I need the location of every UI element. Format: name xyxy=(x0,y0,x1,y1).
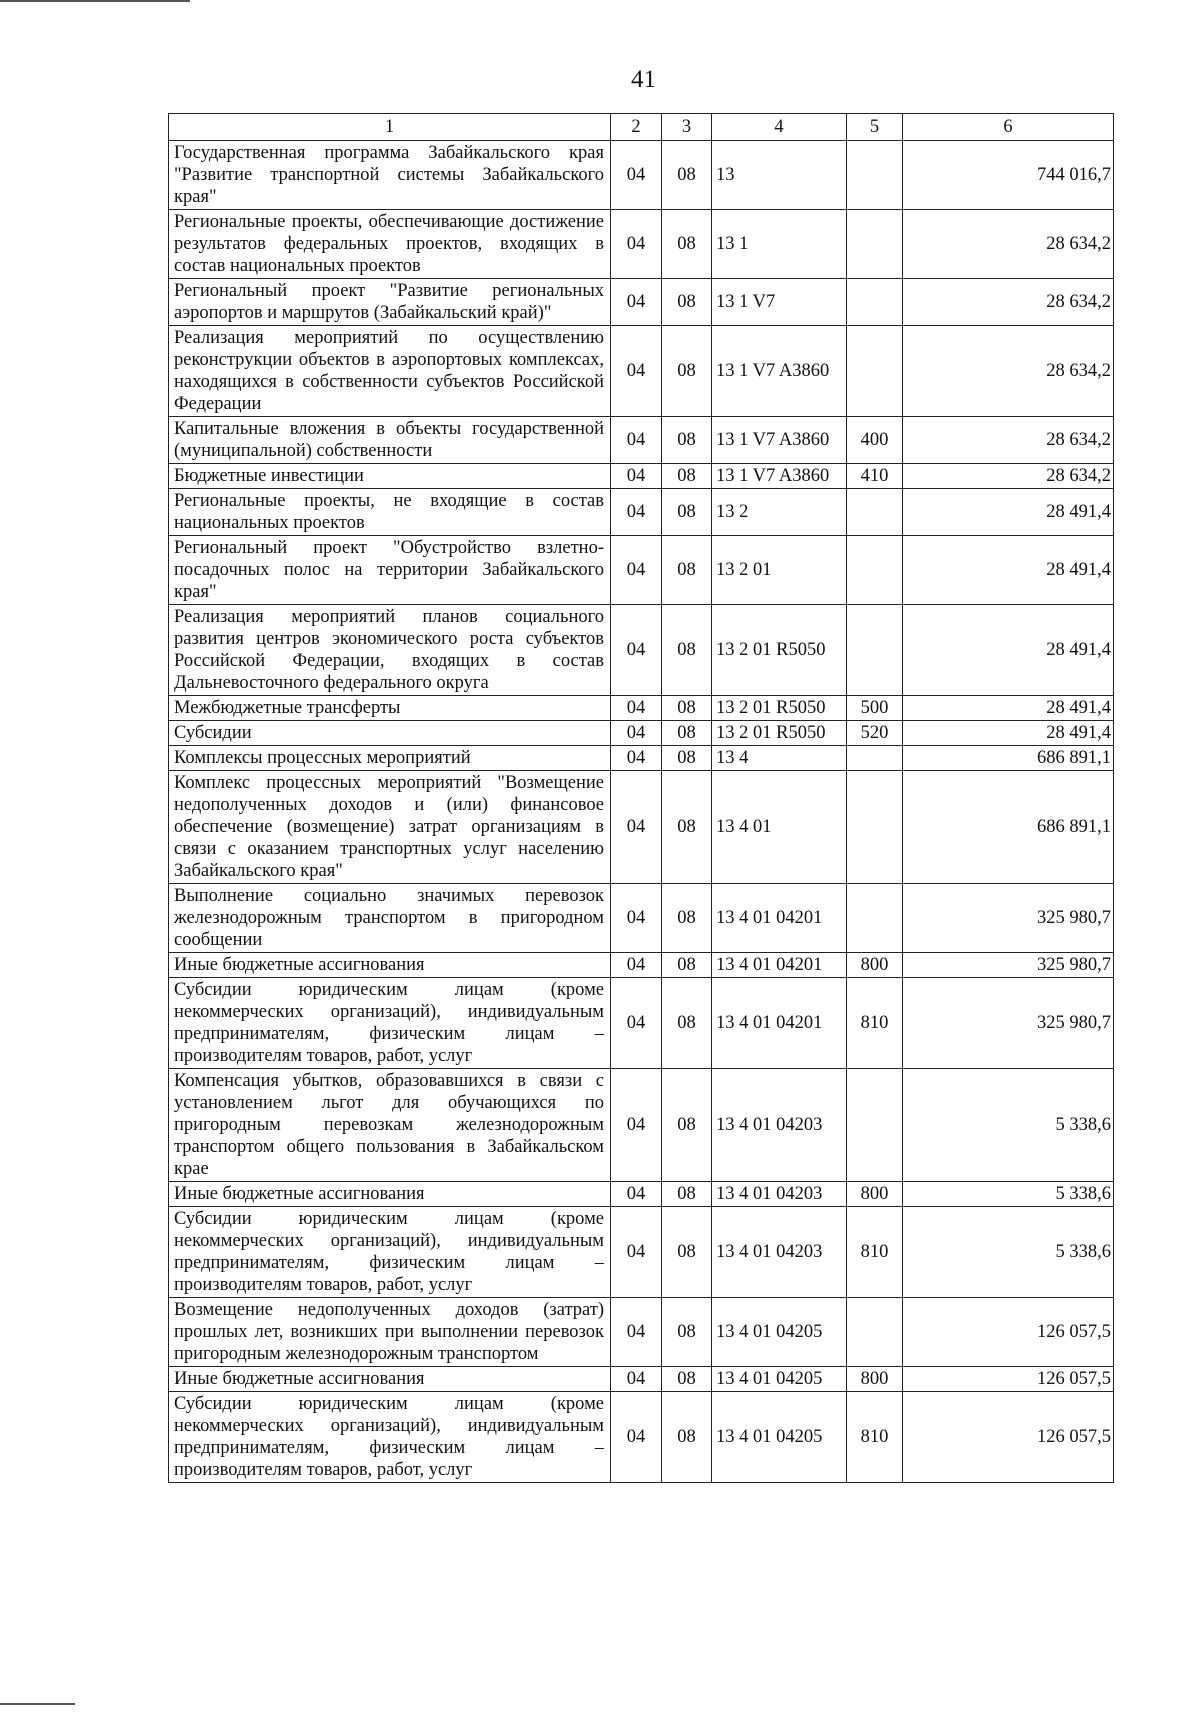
row-section: 04 xyxy=(611,1069,662,1182)
row-expense-type: 810 xyxy=(847,1392,903,1483)
row-name: Комплексы процессных мероприятий xyxy=(169,746,611,771)
row-subsection: 08 xyxy=(662,279,712,326)
row-amount: 126 057,5 xyxy=(903,1298,1114,1367)
table-row xyxy=(169,1298,1114,1367)
row-name: Региональные проекты, обеспечивающие достижение результатов федеральных проектов, входящих в состав национальных проектов xyxy=(169,210,611,279)
row-target-code: 13 4 01 xyxy=(712,771,847,884)
row-section: 04 xyxy=(611,1182,662,1207)
row-target-code: 13 2 xyxy=(712,489,847,536)
row-amount: 744 016,7 xyxy=(903,141,1114,210)
row-expense-type xyxy=(847,771,903,884)
row-target-code: 13 2 01 R5050 xyxy=(712,605,847,696)
table-row xyxy=(169,978,1114,1069)
row-subsection: 08 xyxy=(662,771,712,884)
row-subsection: 08 xyxy=(662,605,712,696)
col-header-type: 5 xyxy=(847,114,903,141)
table-body xyxy=(169,141,1114,1483)
row-amount: 28 634,2 xyxy=(903,210,1114,279)
table-row xyxy=(169,771,1114,884)
table-row xyxy=(169,1392,1114,1483)
table-row xyxy=(169,141,1114,210)
row-expense-type xyxy=(847,210,903,279)
table-row xyxy=(169,489,1114,536)
row-target-code: 13 2 01 xyxy=(712,536,847,605)
row-amount: 28 634,2 xyxy=(903,279,1114,326)
table-row xyxy=(169,464,1114,489)
row-subsection: 08 xyxy=(662,417,712,464)
row-name: Иные бюджетные ассигнования xyxy=(169,1367,611,1392)
row-expense-type xyxy=(847,326,903,417)
row-section: 04 xyxy=(611,605,662,696)
row-amount: 28 634,2 xyxy=(903,326,1114,417)
row-section: 04 xyxy=(611,1392,662,1483)
table-row xyxy=(169,417,1114,464)
row-target-code: 13 xyxy=(712,141,847,210)
row-target-code: 13 4 01 04201 xyxy=(712,884,847,953)
scan-edge-mark-top xyxy=(0,0,190,2)
row-subsection: 08 xyxy=(662,953,712,978)
row-section: 04 xyxy=(611,141,662,210)
row-amount: 5 338,6 xyxy=(903,1182,1114,1207)
row-expense-type xyxy=(847,1069,903,1182)
row-expense-type xyxy=(847,746,903,771)
row-subsection: 08 xyxy=(662,141,712,210)
row-target-code: 13 4 01 04205 xyxy=(712,1367,847,1392)
row-subsection: 08 xyxy=(662,721,712,746)
row-section: 04 xyxy=(611,417,662,464)
row-section: 04 xyxy=(611,326,662,417)
row-subsection: 08 xyxy=(662,489,712,536)
row-target-code: 13 4 01 04203 xyxy=(712,1069,847,1182)
row-section: 04 xyxy=(611,1367,662,1392)
row-name: Региональные проекты, не входящие в состав национальных проектов xyxy=(169,489,611,536)
row-expense-type: 810 xyxy=(847,1207,903,1298)
row-target-code: 13 1 V7 A3860 xyxy=(712,326,847,417)
table-row xyxy=(169,1207,1114,1298)
row-amount: 28 491,4 xyxy=(903,536,1114,605)
row-section: 04 xyxy=(611,721,662,746)
row-target-code: 13 4 01 04201 xyxy=(712,953,847,978)
row-target-code: 13 4 01 04203 xyxy=(712,1182,847,1207)
row-amount: 686 891,1 xyxy=(903,771,1114,884)
row-target-code: 13 4 01 04203 xyxy=(712,1207,847,1298)
row-target-code: 13 1 V7 A3860 xyxy=(712,417,847,464)
row-subsection: 08 xyxy=(662,746,712,771)
row-expense-type xyxy=(847,489,903,536)
row-subsection: 08 xyxy=(662,210,712,279)
row-amount: 28 491,4 xyxy=(903,696,1114,721)
row-target-code: 13 4 01 04205 xyxy=(712,1298,847,1367)
row-amount: 5 338,6 xyxy=(903,1207,1114,1298)
row-subsection: 08 xyxy=(662,978,712,1069)
row-amount: 28 491,4 xyxy=(903,489,1114,536)
row-name: Субсидии юридическим лицам (кроме некоммерческих организаций), индивидуальным предпринимателям, физическим лицам – производителям товаров, работ, услуг xyxy=(169,1207,611,1298)
row-subsection: 08 xyxy=(662,536,712,605)
row-section: 04 xyxy=(611,953,662,978)
row-section: 04 xyxy=(611,1298,662,1367)
row-amount: 686 891,1 xyxy=(903,746,1114,771)
row-section: 04 xyxy=(611,696,662,721)
row-name: Межбюджетные трансферты xyxy=(169,696,611,721)
row-subsection: 08 xyxy=(662,1298,712,1367)
row-section: 04 xyxy=(611,489,662,536)
row-subsection: 08 xyxy=(662,1392,712,1483)
row-name: Выполнение социально значимых перевозок железнодорожным транспортом в пригородном сообщении xyxy=(169,884,611,953)
row-name: Реализация мероприятий по осуществлению реконструкции объектов в аэропортовых комплексах, находящихся в собственности субъектов Российской Федерации xyxy=(169,326,611,417)
row-subsection: 08 xyxy=(662,464,712,489)
row-section: 04 xyxy=(611,279,662,326)
header-row xyxy=(169,114,1114,141)
table-row xyxy=(169,605,1114,696)
row-target-code: 13 4 xyxy=(712,746,847,771)
col-header-section: 2 xyxy=(611,114,662,141)
col-header-subsection: 3 xyxy=(662,114,712,141)
table-row xyxy=(169,884,1114,953)
row-target-code: 13 2 01 R5050 xyxy=(712,721,847,746)
table-row xyxy=(169,1069,1114,1182)
row-amount: 5 338,6 xyxy=(903,1069,1114,1182)
row-expense-type xyxy=(847,536,903,605)
row-name: Региональный проект "Обустройство взлетно-посадочных полос на территории Забайкальского края" xyxy=(169,536,611,605)
table-row xyxy=(169,721,1114,746)
row-target-code: 13 1 xyxy=(712,210,847,279)
row-target-code: 13 1 V7 xyxy=(712,279,847,326)
table-row xyxy=(169,953,1114,978)
table-row xyxy=(169,279,1114,326)
row-expense-type: 400 xyxy=(847,417,903,464)
row-target-code: 13 4 01 04205 xyxy=(712,1392,847,1483)
row-section: 04 xyxy=(611,464,662,489)
row-subsection: 08 xyxy=(662,1207,712,1298)
row-section: 04 xyxy=(611,884,662,953)
row-name: Субсидии xyxy=(169,721,611,746)
row-target-code: 13 1 V7 A3860 xyxy=(712,464,847,489)
row-amount: 325 980,7 xyxy=(903,978,1114,1069)
row-name: Компенсация убытков, образовавшихся в связи с установлением льгот для обучающихся по пригородным перевозкам железнодорожным транспортом общего пользования в Забайкальском крае xyxy=(169,1069,611,1182)
row-name: Иные бюджетные ассигнования xyxy=(169,1182,611,1207)
row-amount: 126 057,5 xyxy=(903,1367,1114,1392)
table-row xyxy=(169,696,1114,721)
row-subsection: 08 xyxy=(662,326,712,417)
row-subsection: 08 xyxy=(662,1182,712,1207)
scan-edge-mark-bottom xyxy=(0,1703,75,1705)
row-name: Бюджетные инвестиции xyxy=(169,464,611,489)
budget-table xyxy=(168,113,1114,1483)
table-row xyxy=(169,1182,1114,1207)
row-section: 04 xyxy=(611,746,662,771)
row-section: 04 xyxy=(611,210,662,279)
row-subsection: 08 xyxy=(662,1367,712,1392)
row-name: Возмещение недополученных доходов (затрат) прошлых лет, возникших при выполнении перевозок пригородным железнодорожным транспортом xyxy=(169,1298,611,1367)
row-section: 04 xyxy=(611,536,662,605)
row-subsection: 08 xyxy=(662,884,712,953)
row-name: Государственная программа Забайкальского края "Развитие транспортной системы Забайкальского края" xyxy=(169,141,611,210)
row-expense-type: 410 xyxy=(847,464,903,489)
row-expense-type: 800 xyxy=(847,1182,903,1207)
row-section: 04 xyxy=(611,771,662,884)
row-name: Капитальные вложения в объекты государственной (муниципальной) собственности xyxy=(169,417,611,464)
col-header-amount: 6 xyxy=(903,114,1114,141)
row-name: Региональный проект "Развитие региональных аэропортов и маршрутов (Забайкальский край)" xyxy=(169,279,611,326)
row-amount: 325 980,7 xyxy=(903,884,1114,953)
row-name: Комплекс процессных мероприятий "Возмещение недополученных доходов и (или) финансовое обеспечение (возмещение) затрат организациям в связи с оказанием транспортных услуг населению Забайкальского края" xyxy=(169,771,611,884)
row-amount: 28 634,2 xyxy=(903,417,1114,464)
row-name: Субсидии юридическим лицам (кроме некоммерческих организаций), индивидуальным предпринимателям, физическим лицам – производителям товаров, работ, услуг xyxy=(169,978,611,1069)
row-expense-type xyxy=(847,1298,903,1367)
row-amount: 126 057,5 xyxy=(903,1392,1114,1483)
page-number: 41 xyxy=(631,66,656,93)
row-name: Субсидии юридическим лицам (кроме некоммерческих организаций), индивидуальным предпринимателям, физическим лицам – производителям товаров, работ, услуг xyxy=(169,1392,611,1483)
row-expense-type: 520 xyxy=(847,721,903,746)
row-section: 04 xyxy=(611,1207,662,1298)
row-target-code: 13 2 01 R5050 xyxy=(712,696,847,721)
row-expense-type: 800 xyxy=(847,953,903,978)
col-header-target: 4 xyxy=(712,114,847,141)
row-expense-type xyxy=(847,884,903,953)
row-subsection: 08 xyxy=(662,1069,712,1182)
table-row xyxy=(169,536,1114,605)
row-amount: 28 491,4 xyxy=(903,721,1114,746)
row-expense-type xyxy=(847,279,903,326)
table-row xyxy=(169,1367,1114,1392)
table-row xyxy=(169,326,1114,417)
row-expense-type: 810 xyxy=(847,978,903,1069)
row-amount: 325 980,7 xyxy=(903,953,1114,978)
col-header-name: 1 xyxy=(169,114,611,141)
row-amount: 28 491,4 xyxy=(903,605,1114,696)
row-subsection: 08 xyxy=(662,696,712,721)
row-name: Реализация мероприятий планов социального развития центров экономического роста субъектов Российской Федерации, входящих в состав Дальневосточного федерального округа xyxy=(169,605,611,696)
row-expense-type: 800 xyxy=(847,1367,903,1392)
row-target-code: 13 4 01 04201 xyxy=(712,978,847,1069)
row-expense-type: 500 xyxy=(847,696,903,721)
row-amount: 28 634,2 xyxy=(903,464,1114,489)
table-row xyxy=(169,210,1114,279)
row-name: Иные бюджетные ассигнования xyxy=(169,953,611,978)
table-row xyxy=(169,746,1114,771)
row-section: 04 xyxy=(611,978,662,1069)
row-expense-type xyxy=(847,141,903,210)
row-expense-type xyxy=(847,605,903,696)
